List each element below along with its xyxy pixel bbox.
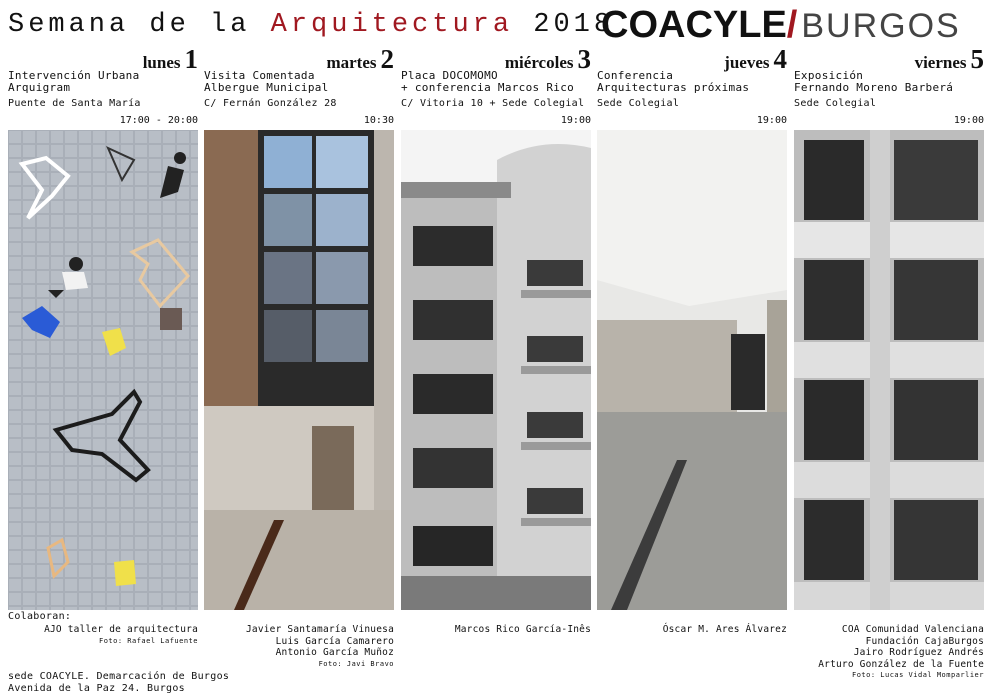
credits [818,624,984,682]
title-year: 2018 [513,10,615,40]
credit-line: Óscar M. Ares Álvarez [662,624,787,635]
credit-line: Arturo González de la Fuente [818,658,984,670]
brand-name: COACYLE [601,4,787,46]
photo-arquigram [8,130,198,610]
day-heading [326,44,394,75]
poster-header [8,4,983,44]
photo-docomomo [401,130,591,610]
footer-address: sede COACYLE. Demarcación de Burgos Avenida de la Paz 24. Burgos [8,671,230,694]
event-name: Visita Comentada Albergue Municipal [204,69,329,94]
event-name: Exposición Fernando Moreno Barberá [794,69,954,94]
day-name: miércoles [504,53,574,72]
event-name: Placa DOCOMOMO + conferencia Marcos Rico [401,69,575,94]
event-time: 19:00 [953,115,984,126]
day-name: viernes [914,53,967,72]
event-time: 19:00 [756,115,787,126]
event-place: Sede Colegial [597,98,680,109]
day-number: 4 [773,44,787,74]
brand-logo [601,4,961,47]
credits [246,624,394,670]
credit-line: Luis García Camarero [275,635,394,647]
day-number: 1 [184,44,198,74]
event-time: 19:00 [560,115,591,126]
title-highlight: Arquitectura [270,10,514,40]
day-column-martes [204,44,394,700]
event-title [8,10,614,40]
title-text: Semana de la [8,10,271,40]
photo-credit: Foto: Lucas Vidal Momparlier [851,671,984,679]
credit-line: COA Comunidad Valenciana [841,624,984,635]
day-number: 5 [970,44,984,74]
day-column-jueves [597,44,787,700]
day-number: 2 [380,44,394,74]
colaboran-label: Colaboran: [8,611,72,622]
credit-line: Marcos Rico García-Inês [454,624,591,635]
brand-slash: / [786,4,798,46]
day-name: jueves [724,53,770,72]
credits [455,624,591,636]
photo-exposicion [794,130,984,610]
credits [663,624,787,636]
photo-arquitecturas [597,130,787,610]
day-column-miercoles [401,44,591,700]
photo-albergue [204,130,394,610]
day-number: 3 [577,44,591,74]
event-time: 10:30 [363,115,394,126]
photo-credit: Foto: Rafael Lafuente [98,636,198,645]
day-heading [143,44,198,75]
event-name: Intervención Urbana Arquigram [8,69,140,94]
day-name: martes [326,53,377,72]
day-name: lunes [142,53,181,72]
day-column-viernes [794,44,984,700]
event-place: Sede Colegial [794,98,877,109]
credit-line: AJO taller de arquitectura [44,624,198,635]
credit-line: Javier Santamaría Vinuesa [246,624,394,635]
credit-line: Jairo Rodríguez Andrés [853,647,984,658]
photo-credit: Foto: Javi Bravo [318,659,394,668]
day-column-lunes [8,44,198,700]
brand-city: BURGOS [801,7,961,45]
credit-line: Antonio García Muñoz [275,647,394,658]
event-place: Puente de Santa María [8,98,141,109]
event-time: 17:00 - 20:00 [119,115,198,126]
event-place: C/ Fernán González 28 [204,98,337,109]
credit-line: Fundación CajaBurgos [865,635,984,647]
event-name: Conferencia Arquitecturas próximas [597,69,750,94]
credits [44,624,198,647]
event-place: C/ Vitoria 10 + Sede Colegial [401,98,585,109]
